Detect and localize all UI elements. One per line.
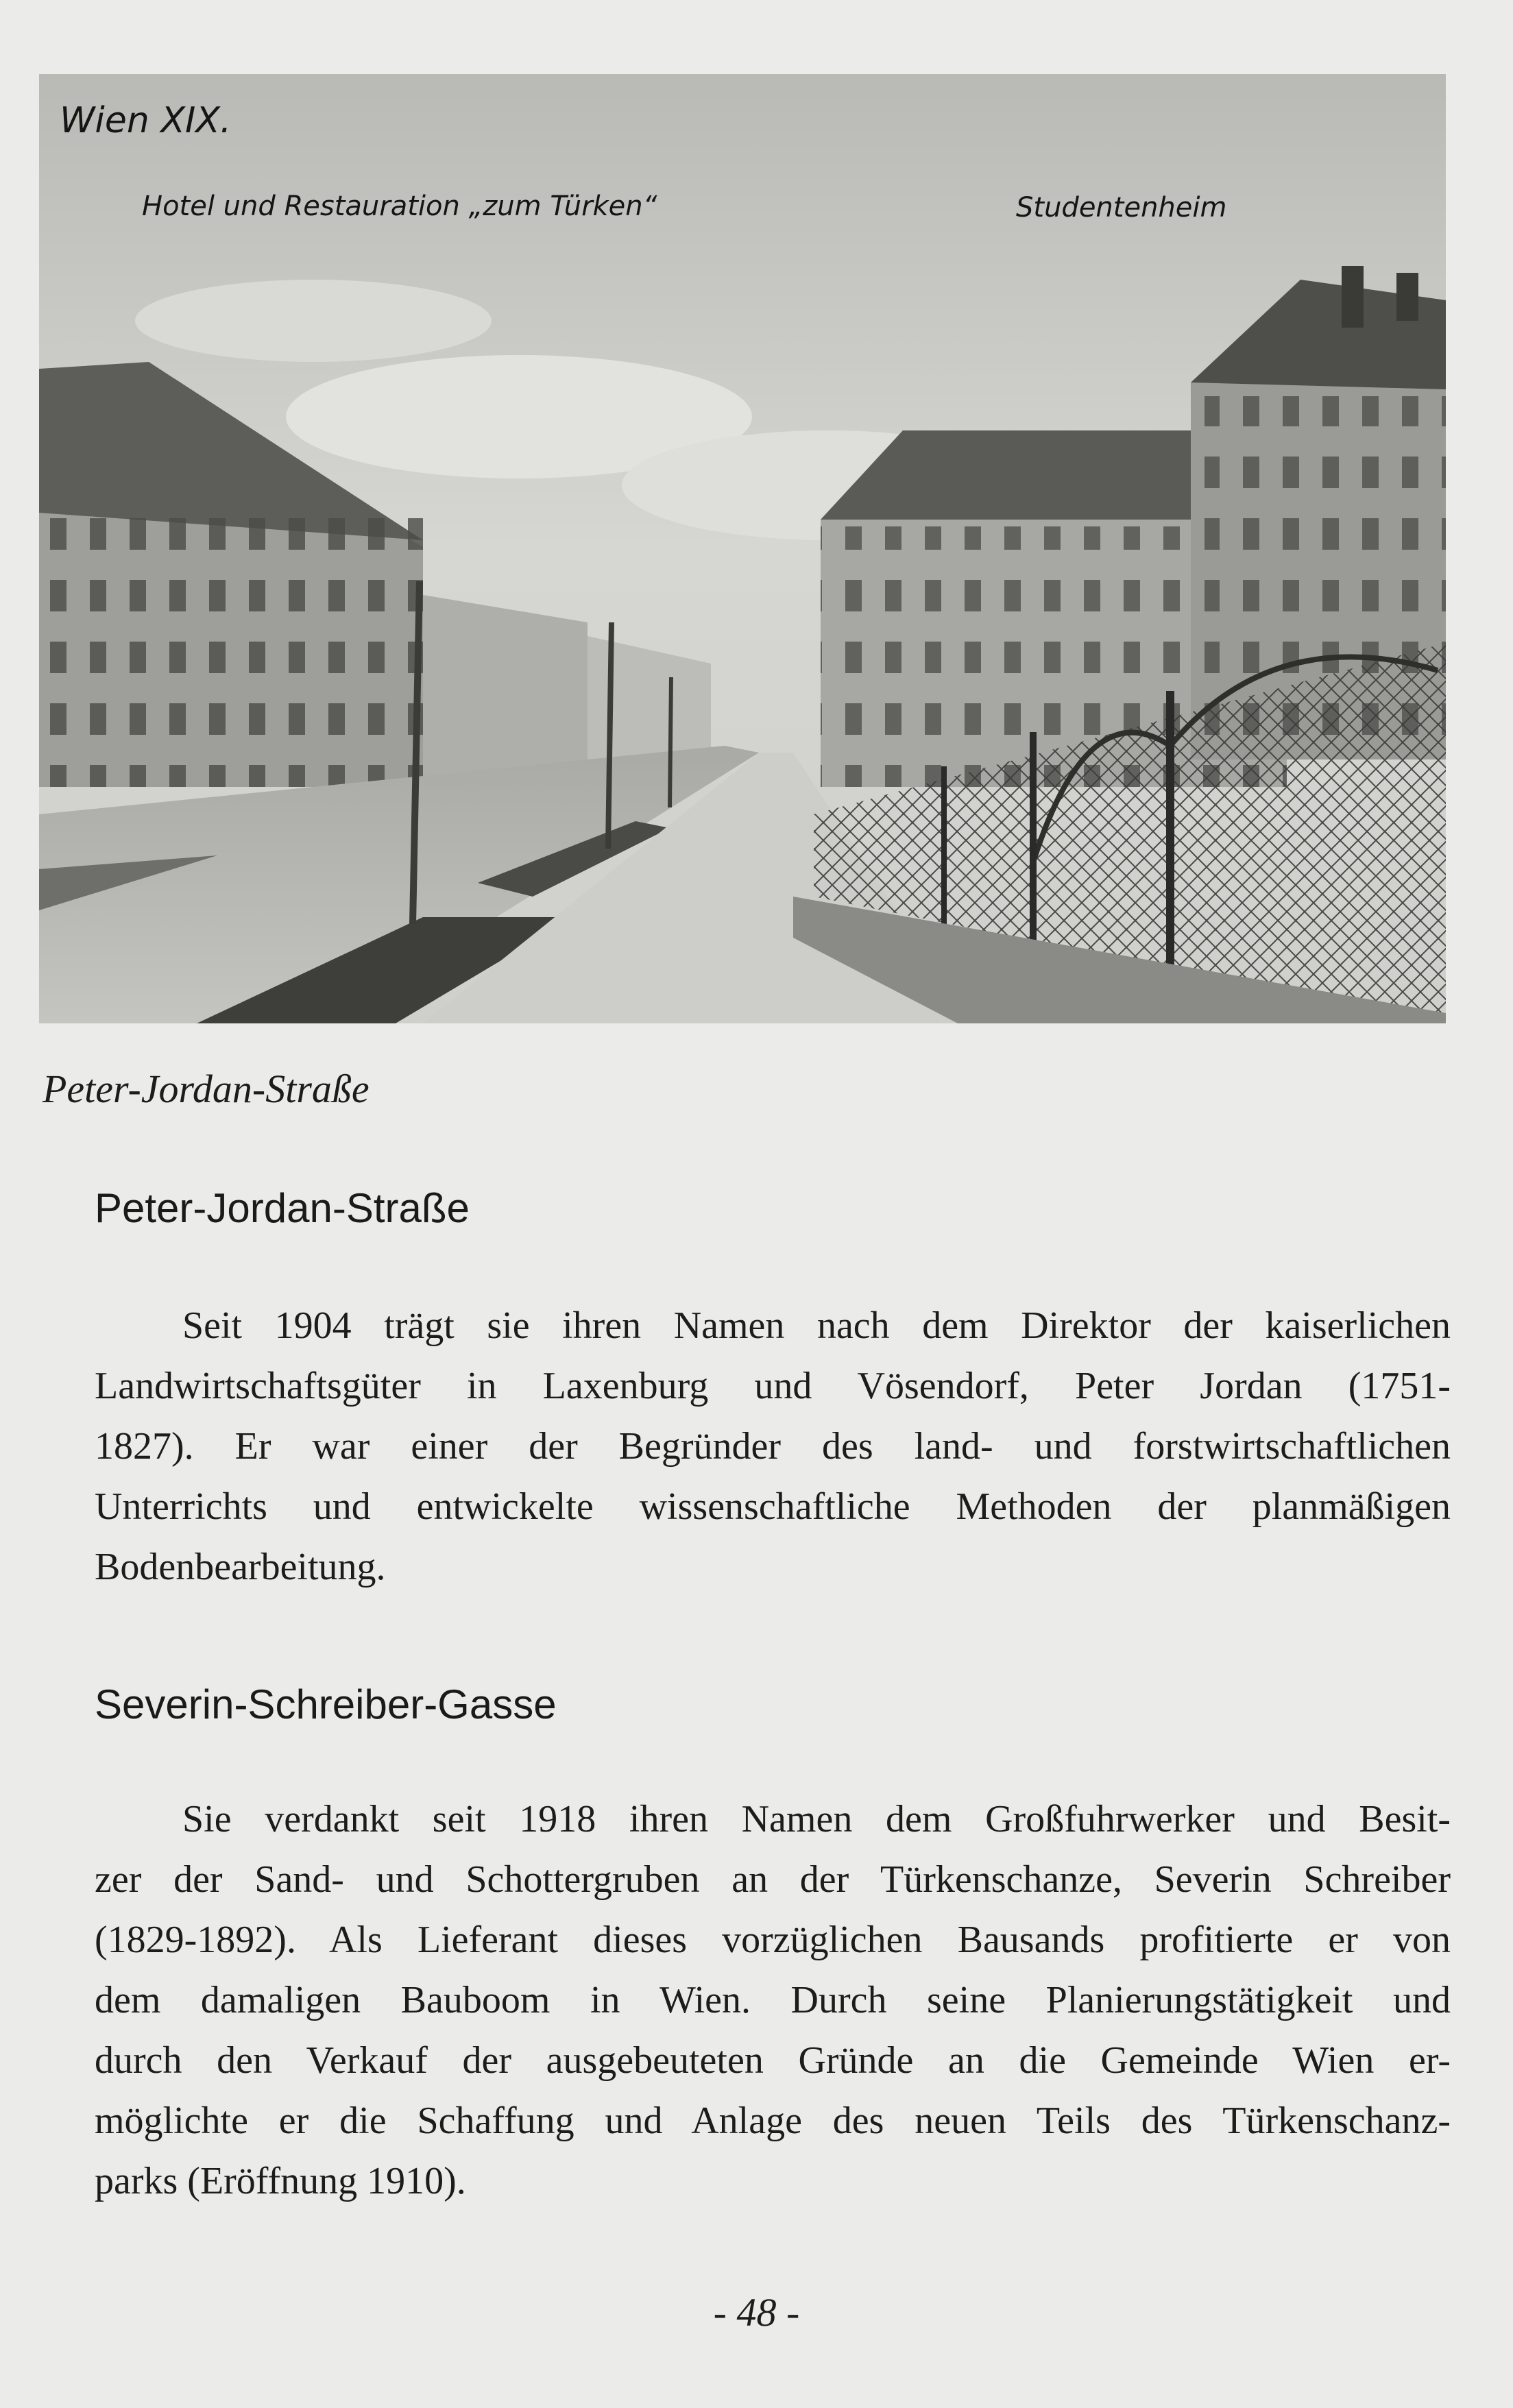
body-line: parks (Eröffnung 1910). bbox=[95, 2160, 466, 2202]
body-line: (1829-1892). Als Lieferant dieses vorzüglichen Bausands profitierte er von bbox=[95, 1919, 1451, 1961]
body-line: 1827). Er war einer der Begründer des land- und forstwirtschaftlichen bbox=[95, 1425, 1451, 1468]
photo-caption: Peter-Jordan-Straße bbox=[43, 1067, 370, 1111]
body-line: Landwirtschaftsgüter in Laxenburg und Vösendorf, Peter Jordan (1751- bbox=[95, 1365, 1451, 1407]
section-heading-severin-schreiber: Severin-Schreiber-Gasse bbox=[95, 1681, 557, 1727]
body-line: Unterrichts und entwickelte wissenschaftliche Methoden der planmäßigen bbox=[95, 1485, 1451, 1528]
body-line: Bodenbearbeitung. bbox=[95, 1546, 386, 1588]
body-line: Seit 1904 trägt sie ihren Namen nach dem Direktor der kaiserlichen bbox=[182, 1304, 1451, 1347]
body-line: durch den Verkauf der ausgebeuteten Gründe an die Gemeinde Wien er- bbox=[95, 2039, 1451, 2082]
postcard-hotel-label: Hotel und Restauration „zum Türken“ bbox=[142, 191, 657, 222]
section-heading-peter-jordan: Peter-Jordan-Straße bbox=[95, 1185, 470, 1231]
page-number: - 48 - bbox=[713, 2290, 800, 2335]
body-line: Sie verdankt seit 1918 ihren Namen dem Großfuhrwerker und Besit- bbox=[182, 1798, 1451, 1840]
body-line: dem damaligen Bauboom in Wien. Durch seine Planierungstätigkeit und bbox=[95, 1979, 1451, 2021]
body-line: zer der Sand- und Schottergruben an der Türkenschanze, Severin Schreiber bbox=[95, 1858, 1451, 1901]
section-body-peter-jordan bbox=[95, 1296, 1451, 1597]
section-body-severin-schreiber bbox=[95, 1789, 1451, 2211]
postcard-building-label: Studentenheim bbox=[1016, 192, 1227, 223]
postcard-photo bbox=[39, 74, 1446, 1023]
body-line: möglichte er die Schaffung und Anlage des neuen Teils des Türkenschanz- bbox=[95, 2100, 1451, 2142]
postcard-city-label: Wien XIX. bbox=[60, 100, 232, 141]
